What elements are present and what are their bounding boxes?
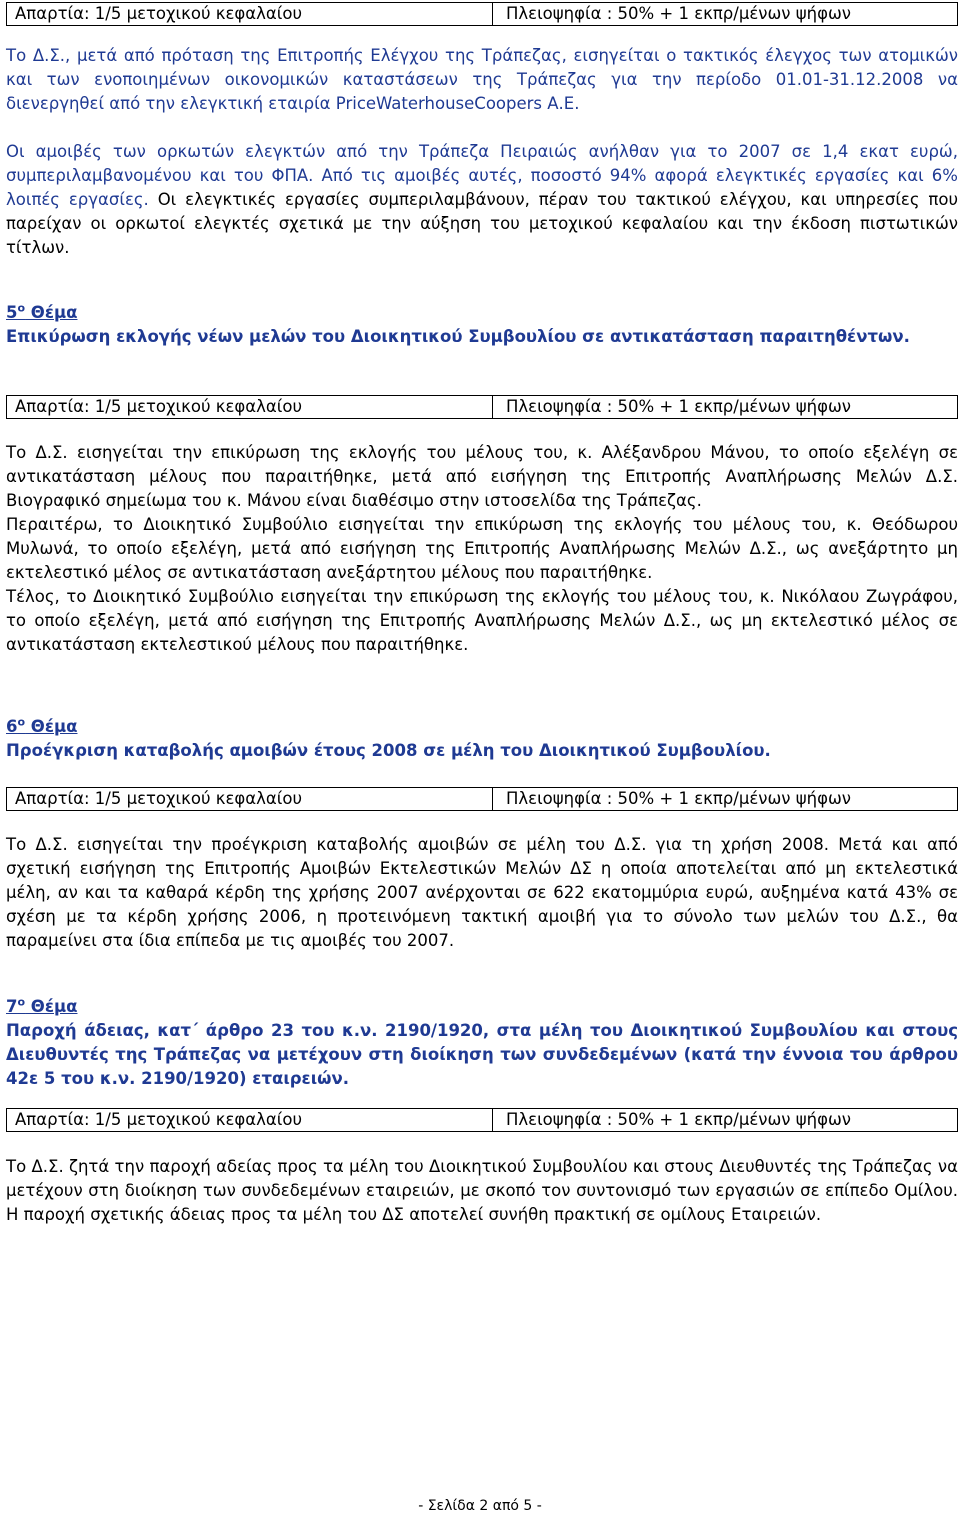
quorum-label: Απαρτία: 1/5 μετοχικού κεφαλαίου: [7, 396, 493, 418]
quorum-label: Απαρτία: 1/5 μετοχικού κεφαλαίου: [7, 1109, 493, 1131]
paragraph: Το Δ.Σ., μετά από πρόταση της Επιτροπής Ελέγχου της Τράπεζας, εισηγείται ο τακτικός έλεγχος των ατομικών και των ενοποιημένων οικονομικών καταστάσεων της Τράπεζας για την περίοδο 01.01-31.12.2008 να διενεργηθεί από την ελεγκτική εταιρία PriceWaterhouseCoopers Α.Ε.: [6, 46, 958, 113]
section-number: 7: [6, 997, 18, 1016]
quorum-table: [6, 1108, 958, 1132]
page-footer: - Σελίδα 2 από 5 -: [418, 1498, 542, 1514]
section-title: Προέγκριση καταβολής αμοιβών έτους 2008 σε μέλη του Διοικητικού Συμβουλίου.: [6, 741, 771, 760]
quorum-table: [6, 787, 958, 811]
paragraph-part: Οι αμοιβές των ορκωτών ελεγκτών από την Τράπεζα Πειραιώς ανήλθαν για το 2007 σε 1,4 εκατ ευρώ, συμπεριλαμβανομένου και του ΦΠΑ. Από τις αμοιβές αυτές, ποσοστό 94% αφορά ελεγκτικές εργασίες και 6% λοιπές εργασίες.: [6, 142, 958, 209]
section-6: [6, 715, 958, 763]
section-7: [6, 995, 958, 1091]
section-word: Θέμα: [25, 997, 78, 1016]
section-5: [6, 301, 958, 349]
paragraph: Το Δ.Σ. εισηγείται την προέγκριση καταβολής αμοιβών σε μέλη του Δ.Σ. για τη χρήση 2008. Μετά και από σχετική εισήγηση της Επιτροπής Αμοιβών Εκτελεστικών Μελών ΔΣ η οποία αποτελείται από μη εκτελεστικά μέλη, αν και τα καθαρά κέρδη της χρήσης 2007 ανέρχονται σε 622 εκατομμύρια ευρώ, αυξημένα κατά 43% σε σχέση με τα κέρδη χρήσης 2006, η προτεινόμενη τακτική αμοιβή για το σύνολο των μελών του Δ.Σ., θα παραμείνει στα ίδια επίπεδα με τις αμοιβές του 2007.: [6, 835, 958, 950]
paragraph: [6, 140, 958, 260]
section-7-body: [6, 1155, 958, 1227]
ordinal-sup: ο: [17, 715, 26, 729]
section-4-body: [6, 44, 958, 260]
section-5-body: [6, 441, 958, 657]
quorum-label: Απαρτία: 1/5 μετοχικού κεφαλαίου: [7, 788, 493, 810]
ordinal-sup: ο: [17, 995, 26, 1009]
majority-label: Πλειοψηφία : 50% + 1 εκπρ/μένων ψήφων: [506, 397, 852, 416]
section-heading: [6, 715, 958, 739]
paragraph: Τέλος, το Διοικητικό Συμβούλιο εισηγείται την επικύρωση της εκλογής του μέλους του, κ. Νικόλαου Ζωγράφου, το οποίο εξελέγη, μετά από εισήγηση της Επιτροπής Αναπλήρωσης Μελών Δ.Σ., ως μη εκτελεστικό μέλος σε αντικατάσταση εκτελεστικού μέλους που παραιτήθηκε.: [6, 587, 958, 654]
paragraph: Το Δ.Σ. ζητά την παροχή αδείας προς τα μέλη του Διοικητικού Συμβουλίου και στους Διευθυντές της Τράπεζας να μετέχουν στη διοίκηση των συνδεδεμένων εταιρειών, με σκοπό τον συντονισμό των εργασιών σε επίπεδο Ομίλου. Η παροχή σχετικής άδειας προς τα μέλη του ΔΣ αποτελεί συνήθη πρακτική σε ομίλους Εταιρειών.: [6, 1157, 958, 1224]
majority-label: Πλειοψηφία : 50% + 1 εκπρ/μένων ψήφων: [506, 789, 852, 808]
section-heading: [6, 995, 958, 1019]
majority-label: Πλειοψηφία : 50% + 1 εκπρ/μένων ψήφων: [506, 1110, 852, 1129]
paragraph: Περαιτέρω, το Διοικητικό Συμβούλιο εισηγείται την επικύρωση της εκλογής του μέλους του, κ. Θεόδωρου Μυλωνά, το οποίο εξελέγη, μετά από εισήγηση της Επιτροπής Αναπλήρωσης Μελών Δ.Σ., ως ανεξάρτητο μη εκτελεστικό μέλος σε αντικατάσταση ανεξάρτητου μέλους που παραιτήθηκε.: [6, 515, 958, 582]
quorum-table: [6, 395, 958, 419]
quorum-label: Απαρτία: 1/5 μετοχικού κεφαλαίου: [7, 3, 493, 25]
quorum-table: [6, 2, 958, 26]
majority-label: Πλειοψηφία : 50% + 1 εκπρ/μένων ψήφων: [506, 4, 852, 23]
section-heading: [6, 301, 958, 325]
section-word: Θέμα: [25, 717, 78, 736]
section-title: Παροχή άδειας, κατ΄ άρθρο 23 του κ.ν. 2190/1920, στα μέλη του Διοικητικού Συμβουλίου και στους Διευθυντές της Τράπεζας να μετέχουν στη διοίκηση των συνδεδεμένων (κατά την έννοια του άρθρου 42ε 5 του κ.ν. 2190/1920) εταιρειών.: [6, 1021, 958, 1088]
section-number: 6: [6, 717, 18, 736]
section-word: Θέμα: [25, 303, 78, 322]
paragraph: Το Δ.Σ. εισηγείται την επικύρωση της εκλογής του μέλους του, κ. Αλέξανδρου Μάνου, το οποίο εξελέγη σε αντικατάσταση μέλους που παραιτήθηκε, μετά από εισήγηση της Επιτροπής Αναπλήρωσης Μελών Δ.Σ. Βιογραφικό σημείωμα του κ. Μάνου είναι διαθέσιμο στην ιστοσελίδα της Τράπεζας.: [6, 443, 958, 510]
paragraph-part: Οι ελεγκτικές εργασίες συμπεριλαμβάνουν, πέραν του τακτικού ελέγχου, και υπηρεσίες που παρείχαν οι ορκωτοί ελεγκτές σχετικά με την αύξηση του μετοχικού κεφαλαίου και την έκδοση πιστωτικών τίτλων.: [6, 190, 958, 257]
section-6-body: [6, 833, 958, 953]
ordinal-sup: ο: [17, 301, 26, 315]
section-title: Επικύρωση εκλογής νέων μελών του Διοικητικού Συμβουλίου σε αντικατάσταση παραιτηθέντων.: [6, 327, 910, 346]
section-number: 5: [6, 303, 18, 322]
